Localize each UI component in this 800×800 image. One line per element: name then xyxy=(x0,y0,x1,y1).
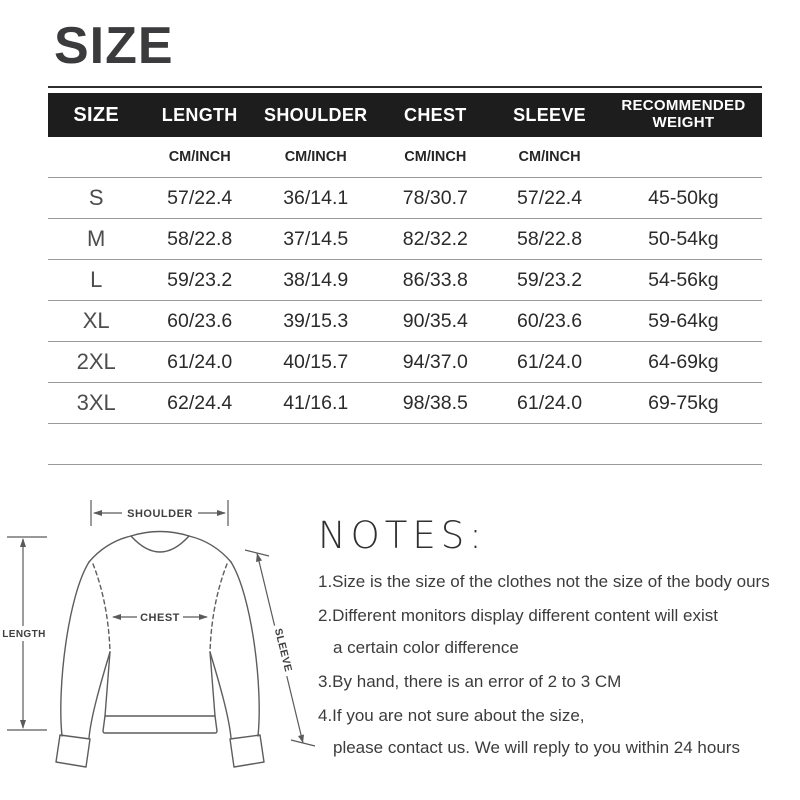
weight-value: 69-75kg xyxy=(648,391,719,414)
header-shoulder: SHOULDER xyxy=(264,104,368,125)
shoulder-value: 39/15.3 xyxy=(283,309,349,332)
note-item-4 xyxy=(318,700,790,764)
notes-heading: NOTES: xyxy=(318,514,487,557)
header-size: SIZE xyxy=(73,103,120,126)
unit-cell: CM/INCH xyxy=(404,149,467,165)
unit-row xyxy=(48,137,762,178)
table-header-row xyxy=(48,93,762,137)
table-row-3xl xyxy=(48,383,762,424)
size-label: 3XL xyxy=(76,390,116,415)
sleeve-value: 58/22.8 xyxy=(517,227,583,250)
shoulder-value: 38/14.9 xyxy=(283,268,349,291)
sweatshirt-outline xyxy=(56,532,264,768)
table-row-2xl xyxy=(48,342,762,383)
sleeve-value: 60/23.6 xyxy=(517,309,583,332)
unit-cell: CM/INCH xyxy=(284,149,347,165)
unit-cell: CM/INCH xyxy=(518,149,581,165)
table-row-s xyxy=(48,178,762,219)
note-item-2 xyxy=(318,600,790,664)
notes-section xyxy=(318,514,790,766)
unit-cell: CM/INCH xyxy=(168,149,231,165)
weight-value: 64-69kg xyxy=(648,350,719,373)
table-row-l xyxy=(48,260,762,301)
table-row-m xyxy=(48,219,762,260)
shoulder-label: SHOULDER xyxy=(127,508,193,520)
measure-arrowheads xyxy=(20,510,304,743)
header-weight: RECOMMENDED WEIGHT xyxy=(621,97,746,131)
note-text: a certain color difference xyxy=(333,638,519,657)
weight-value: 54-56kg xyxy=(648,268,719,291)
length-value: 57/22.4 xyxy=(167,186,233,209)
chest-value: 82/32.2 xyxy=(402,227,468,250)
size-table xyxy=(48,86,762,465)
header-length: LENGTH xyxy=(161,104,238,125)
size-label: M xyxy=(87,226,106,251)
page-title: SIZE xyxy=(54,17,174,75)
header-sleeve: SLEEVE xyxy=(513,104,586,125)
shoulder-value: 37/14.5 xyxy=(283,227,349,250)
sleeve-value: 57/22.4 xyxy=(517,186,583,209)
note-text: 4.If you are not sure about the size, xyxy=(318,706,585,725)
size-label: 2XL xyxy=(76,349,116,374)
garment-measurement-diagram xyxy=(0,480,330,800)
length-value: 61/24.0 xyxy=(167,350,233,373)
sleeve-label: SLEEVE xyxy=(271,627,295,674)
chest-value: 94/37.0 xyxy=(402,350,468,373)
shoulder-value: 40/15.7 xyxy=(283,350,349,373)
table-top-rule xyxy=(48,86,762,88)
length-value: 59/23.2 xyxy=(167,268,233,291)
note-text: 3.By hand, there is an error of 2 to 3 CM xyxy=(318,672,622,691)
chest-value: 86/33.8 xyxy=(402,268,468,291)
table-empty-row xyxy=(48,424,762,465)
note-text: 1.Size is the size of the clothes not the size of the body ours xyxy=(318,572,770,591)
length-value: 58/22.8 xyxy=(167,227,233,250)
chest-value: 78/30.7 xyxy=(402,186,468,209)
note-text: please contact us. We will reply to you within 24 hours xyxy=(333,738,740,757)
chest-label: CHEST xyxy=(140,612,180,624)
chest-value: 90/35.4 xyxy=(402,309,468,332)
note-text: 2.Different monitors display different content will exist xyxy=(318,606,719,625)
sleeve-label-group xyxy=(270,623,299,678)
sleeve-value: 59/23.2 xyxy=(517,268,583,291)
shoulder-value: 36/14.1 xyxy=(283,186,349,209)
length-value: 60/23.6 xyxy=(167,309,233,332)
length-label: LENGTH xyxy=(2,629,46,640)
note-item-3 xyxy=(318,666,790,698)
note-item-1 xyxy=(318,566,790,598)
sweatshirt-diagram-icon xyxy=(0,480,330,800)
length-value: 62/24.4 xyxy=(167,391,233,414)
weight-value: 45-50kg xyxy=(648,186,719,209)
size-label: L xyxy=(90,267,103,292)
size-label: S xyxy=(88,185,104,210)
weight-value: 50-54kg xyxy=(648,227,719,250)
size-label: XL xyxy=(82,308,110,333)
chest-value: 98/38.5 xyxy=(402,391,468,414)
shoulder-value: 41/16.1 xyxy=(283,391,349,414)
sleeve-value: 61/24.0 xyxy=(517,391,583,414)
weight-value: 59-64kg xyxy=(648,309,719,332)
header-chest: CHEST xyxy=(404,104,467,125)
sleeve-value: 61/24.0 xyxy=(517,350,583,373)
table-row-xl xyxy=(48,301,762,342)
